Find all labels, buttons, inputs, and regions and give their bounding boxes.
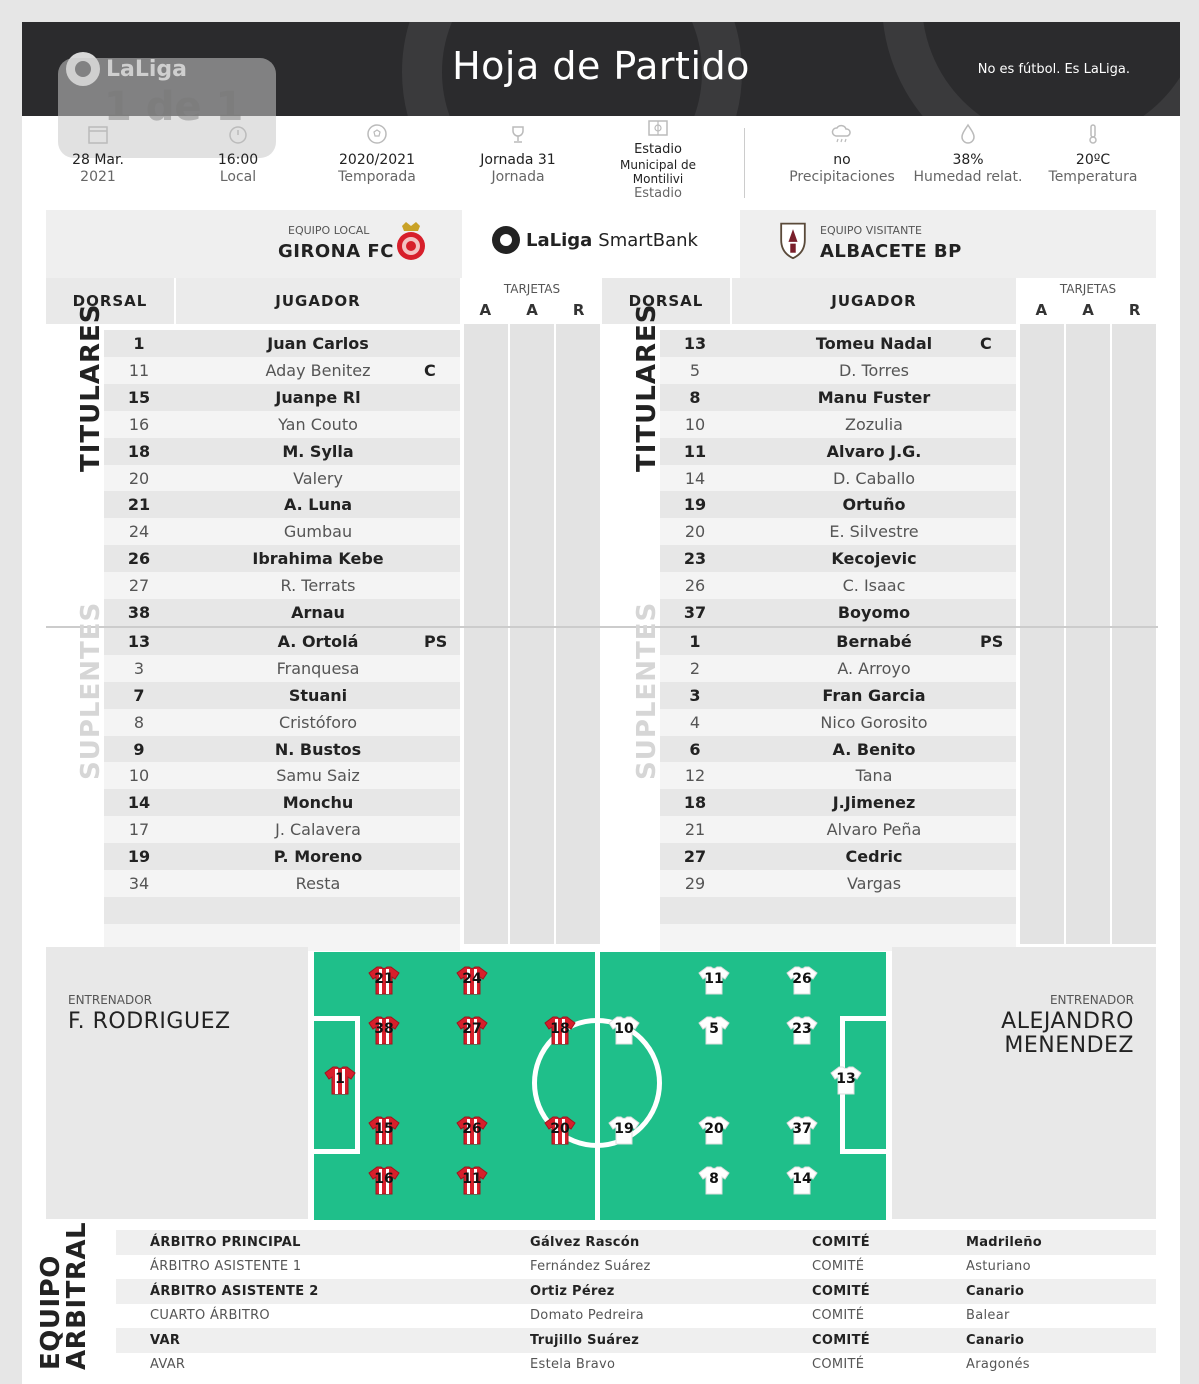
table-row [104,870,460,897]
match-date: 28 Mar. [72,152,124,168]
player-number: 27 [683,847,707,867]
player-name: E. Silvestre [829,522,919,542]
referee-role: ÁRBITRO ASISTENTE 1 [150,1259,302,1275]
table-row [104,762,460,789]
section-separator [46,626,602,628]
cards-header [462,278,602,324]
player-name: Fran Garcia [822,685,926,705]
table-row [660,843,1016,870]
referee-committee: Asturiano [966,1259,1031,1275]
table-row [660,438,1016,465]
referee-role: ÁRBITRO PRINCIPAL [150,1234,301,1250]
home-player-shirt [368,1115,400,1145]
referee-name: Fernández Suárez [530,1259,651,1275]
table-row [104,843,460,870]
table-row [660,628,1016,655]
info-temperature [1038,122,1148,212]
round: Jornada 31 [480,152,556,168]
shirt-number: 38 [374,1021,394,1037]
shirt-number: 11 [704,971,724,987]
player-header: JUGADOR [176,278,460,324]
player-number: 8 [133,712,145,732]
referee-committee: Balear [966,1308,1010,1324]
table-row [104,518,460,545]
referee-row [116,1304,1156,1329]
player-name: Gumbau [283,522,353,542]
lineup-pitch [314,952,886,1220]
player-name: A. Ortolá [277,631,359,651]
home-player-shirt [456,965,488,995]
cards-header-columns [1018,301,1158,319]
home-player-shirt [368,1165,400,1195]
home-player-shirt [368,1015,400,1045]
home-team-name: GIRONA FC [278,241,394,262]
referee-role: AVAR [150,1357,186,1373]
match-year: 2021 [80,169,116,185]
referee-committee-label: COMITÉ [812,1283,870,1299]
player-header: JUGADOR [732,278,1016,324]
table-row [660,572,1016,599]
player-number: 19 [127,847,151,867]
player-number: 11 [128,360,150,380]
referee-name: Gálvez Rascón [530,1234,640,1250]
stadium-icon [646,116,670,140]
player-name: A. Arroyo [837,658,911,678]
info-divider [744,128,745,198]
home-coach-box [46,947,308,1219]
captain-badge: C [980,334,992,353]
shirt-number: 14 [792,1171,812,1187]
player-number: 20 [684,522,706,542]
home-coach-label: ENTRENADOR [68,993,153,1007]
away-coach-name [1001,1010,1134,1058]
player-number: 18 [683,793,707,813]
player-number: 37 [683,603,707,622]
player-number: 1 [689,631,701,651]
player-name: Cristóforo [278,712,358,732]
player-name: Aday Benitez [265,360,371,380]
player-number: 21 [684,820,706,840]
table-row [104,357,460,384]
cards-header-columns [462,301,602,319]
player-number: 7 [133,685,145,705]
referee-role: VAR [150,1332,181,1348]
referee-role: ÁRBITRO ASISTENTE 2 [150,1283,319,1299]
referee-committee: Madrileño [966,1234,1043,1250]
player-name: Bernabé [836,631,912,651]
player-number: 20 [128,468,150,488]
droplet-icon [956,122,980,146]
temperature: 20ºC [1075,152,1111,168]
precipitation: no [833,152,851,168]
player-name: J. Calavera [275,820,361,840]
table-row [660,682,1016,709]
player-name: J.Jimenez [832,793,916,813]
table-row [104,599,460,626]
table-row [104,384,460,411]
referee-row [116,1328,1156,1353]
away-player-shirt [698,1165,730,1195]
player-name: Boyomo [837,603,911,622]
card-column[interactable] [1112,324,1156,944]
home-team-label: EQUIPO LOCAL [288,224,370,237]
card-column[interactable] [556,324,600,944]
stadium-title: Estadio [634,142,682,157]
shirt-number: 37 [792,1121,812,1137]
shirt-number: 11 [462,1171,482,1187]
match-sheet [22,22,1180,1384]
table-row [104,789,460,816]
shirt-number: 20 [550,1121,570,1137]
player-name: R. Terrats [280,576,356,596]
season: 2020/2021 [339,152,415,168]
player-number: 2 [689,658,701,678]
player-name: Franquesa [276,658,360,678]
home-player-shirt [544,1015,576,1045]
table-row [104,572,460,599]
precipitation-label: Precipitaciones [789,169,895,185]
player-name: Tomeu Nadal [815,334,933,353]
player-name: Cedric [845,847,903,867]
table-row [660,384,1016,411]
cards-header-title: TARJETAS [1059,282,1117,296]
table-row [660,465,1016,492]
captain-badge: C [424,360,436,380]
humidity-label: Humedad relat. [913,169,1023,185]
referee-committee-label: COMITÉ [812,1332,870,1348]
player-name: N. Bustos [274,739,362,759]
humidity: 38% [952,152,984,168]
referees-label-text: EQUIPO ARBITRAL [36,1221,92,1370]
shirt-number: 5 [709,1021,719,1037]
page-indicator[interactable]: 1 de 1 [58,58,276,158]
cards-columns [464,324,600,944]
cloud-rain-icon [830,122,854,146]
table-row [104,491,460,518]
card-column[interactable] [1066,324,1110,944]
away-player-shirt [830,1065,862,1095]
titulares-label: TITULARES [632,303,662,472]
table-row [104,816,460,843]
player-name: Stuani [288,685,348,705]
shirt-number: 8 [709,1171,719,1187]
away-player-shirt [786,1115,818,1145]
shirt-number: 27 [462,1021,482,1037]
shirt-number: 26 [462,1121,482,1137]
referees-label [36,1221,92,1370]
away-coach-last-name: MENENDEZ [1004,1033,1134,1058]
shirt-number: 21 [374,971,394,987]
away-team-banner [740,210,1156,278]
table-row [660,816,1016,843]
card-column[interactable] [464,324,508,944]
player-name: Kecojevic [831,549,917,569]
table-row [104,411,460,438]
shirt-number: 1 [335,1071,345,1087]
player-number: 5 [689,360,701,380]
ball-icon [365,122,389,146]
player-name: D. Caballo [832,468,916,488]
laliga-smartbank-icon [492,226,520,254]
player-number: 24 [128,522,150,542]
shirt-number: 13 [836,1071,856,1087]
table-row [104,709,460,736]
referee-name: Estela Bravo [530,1357,616,1373]
table-row [104,465,460,492]
referee-name: Ortiz Pérez [530,1283,615,1299]
home-player-shirt [456,1115,488,1145]
player-name: Nico Gorosito [820,712,928,732]
table-row [660,545,1016,572]
round-label: Jornada [491,169,545,185]
table-row [104,438,460,465]
info-time [188,122,288,212]
home-player-shirt [456,1165,488,1195]
player-number: 4 [689,712,701,732]
player-name: Arnau [291,603,345,622]
table-row [104,330,460,357]
table-row [104,736,460,763]
match-time: 16:00 [217,152,259,168]
girona-crest-icon [394,222,428,262]
referee-committee: Canario [966,1332,1025,1348]
player-number: 14 [684,468,706,488]
referee-name: Domato Pedreira [530,1308,644,1324]
player-name: Alvaro Peña [826,820,922,840]
temperature-label: Temperatura [1048,169,1138,185]
table-row [104,545,460,572]
away-coach-box [892,947,1156,1219]
home-player-shirt [456,1015,488,1045]
home-coach-name: F. RODRIGUEZ [68,1009,231,1034]
away-coach-label: ENTRENADOR [1049,993,1134,1007]
referee-committee-label: COMITÉ [812,1259,865,1275]
player-name: A. Benito [832,739,916,759]
card-column-1: A [479,301,492,319]
player-number: 13 [127,631,151,651]
referee-committee-label: COMITÉ [812,1308,865,1324]
shirt-number: 19 [614,1121,634,1137]
referee-committee-label: COMITÉ [812,1234,870,1250]
player-number: 3 [133,658,145,678]
player-number: 15 [127,387,151,407]
referee-committee-label: COMITÉ [812,1357,865,1373]
player-name: M. Sylla [282,441,354,461]
player-number: 19 [683,495,707,515]
referee-committee: Aragonés [966,1357,1030,1373]
player-name: Juanpe Rl [275,387,361,407]
player-number: 12 [684,766,706,786]
player-number: 34 [128,874,150,893]
player-name: Juan Carlos [267,334,369,353]
shirt-number: 26 [792,971,812,987]
table-row [660,736,1016,763]
info-rain [782,122,902,212]
away-player-shirt [608,1115,640,1145]
suplentes-label: SUPLENTES [76,601,106,780]
player-number: 13 [683,334,707,353]
dorsal-header: DORSAL [602,278,730,324]
ps-badge: PS [980,631,1004,651]
header-slogan: No es fútbol. Es LaLiga. [977,62,1130,77]
home-team-banner [46,210,462,278]
player-name: Ibrahima Kebe [252,549,384,569]
card-column[interactable] [510,324,554,944]
away-player-shirt [786,965,818,995]
shirt-number: 16 [374,1171,394,1187]
shirt-number: 18 [550,1021,570,1037]
cards-header [1018,278,1158,324]
referee-committee: Canario [966,1283,1025,1299]
player-name: Zozulia [845,414,903,434]
player-number: 27 [128,576,150,596]
player-number: 26 [684,576,706,596]
info-round [462,122,574,212]
referee-row [116,1279,1156,1304]
player-name: Ortuño [842,495,906,515]
info-humidity [908,122,1028,212]
table-row [660,655,1016,682]
player-number: 8 [689,387,701,407]
player-number: 17 [128,820,150,840]
home-player-shirt [544,1115,576,1145]
card-column[interactable] [1020,324,1064,944]
shirt-number: 10 [614,1021,634,1037]
info-date [48,122,148,212]
card-column-3: R [1128,301,1141,319]
titulares-label: TITULARES [76,303,106,472]
sponsor-laliga: LaLiga [526,229,593,251]
away-player-shirt [698,965,730,995]
home-player-shirt [324,1065,356,1095]
player-number: 1 [133,334,145,353]
player-name: D. Torres [838,360,910,380]
table-row [660,870,1016,897]
player-name: Tana [855,766,893,786]
stadium-label: Estadio [634,186,682,201]
info-season [322,122,432,212]
away-player-shirt [786,1165,818,1195]
player-number: 3 [689,685,701,705]
table-row [104,682,460,709]
referee-row [116,1353,1156,1378]
player-name: Vargas [846,874,902,893]
player-number: 16 [128,414,150,434]
player-number: 9 [133,739,145,759]
section-separator [602,626,1158,628]
trophy-icon [506,122,530,146]
albacete-crest-icon [776,220,810,260]
referee-name: Trujillo Suárez [530,1332,640,1348]
away-coach-first-name: ALEJANDRO [1001,1009,1134,1034]
table-row [104,655,460,682]
player-number: 10 [684,414,706,434]
sponsor-smartbank: SmartBank [598,229,698,251]
player-number: 23 [683,549,707,569]
player-name: Monchu [282,793,354,813]
table-row [660,357,1016,384]
shirt-number: 23 [792,1021,812,1037]
away-player-shirt [786,1015,818,1045]
player-number: 26 [127,549,151,569]
away-team-name: ALBACETE BP [820,241,962,262]
player-number: 14 [127,793,151,813]
season-label: Temporada [338,169,416,185]
card-column-2: A [526,301,538,319]
table-row [660,518,1016,545]
player-name: Samu Saiz [276,766,360,786]
away-player-shirt [608,1015,640,1045]
player-number: 29 [684,874,706,893]
player-number: 38 [127,603,151,622]
cards-header-title: TARJETAS [503,282,561,296]
table-row [104,628,460,655]
away-team-label: EQUIPO VISITANTE [820,224,922,237]
player-number: 10 [128,766,150,786]
table-row [660,789,1016,816]
card-column-3: R [572,301,585,319]
player-number: 6 [689,739,701,759]
player-number: 11 [683,441,707,461]
table-row [660,762,1016,789]
calendar-icon [86,122,110,146]
referee-row [116,1230,1156,1255]
player-number: 18 [127,441,151,461]
player-name: A. Luna [283,495,353,515]
table-row [660,411,1016,438]
suplentes-label: SUPLENTES [632,601,662,780]
card-column-2: A [1082,301,1094,319]
shirt-number: 24 [462,971,482,987]
dorsal-header: DORSAL [46,278,174,324]
laliga-smartbank-logo [492,226,698,254]
player-name: P. Moreno [273,847,363,867]
table-row [660,491,1016,518]
referees-table [116,1230,1156,1377]
player-name: Yan Couto [278,414,358,434]
table-row [660,599,1016,626]
stopwatch-icon [226,122,250,146]
empty-row [104,897,460,924]
referee-role: CUARTO ÁRBITRO [150,1308,270,1324]
cards-columns [1020,324,1156,944]
home-player-shirt [368,965,400,995]
referee-row [116,1255,1156,1280]
table-row [660,330,1016,357]
info-stadium [600,116,716,206]
page-title: Hoja de Partido [452,44,750,88]
player-name: Resta [295,874,341,893]
match-time-label: Local [219,169,257,185]
ps-badge: PS [424,631,448,651]
table-row [660,709,1016,736]
thermometer-icon [1081,122,1105,146]
player-name: C. Isaac [842,576,906,596]
away-player-shirt [698,1015,730,1045]
player-name: Manu Fuster [817,387,931,407]
player-name: Alvaro J.G. [826,441,922,461]
stadium-name: Municipal de Montilivi [620,158,696,186]
card-column-1: A [1035,301,1048,319]
player-name: Valery [293,468,343,488]
away-player-shirt [698,1115,730,1145]
shirt-number: 20 [704,1121,724,1137]
player-number: 21 [127,495,151,515]
empty-row [660,897,1016,924]
shirt-number: 15 [374,1121,394,1137]
